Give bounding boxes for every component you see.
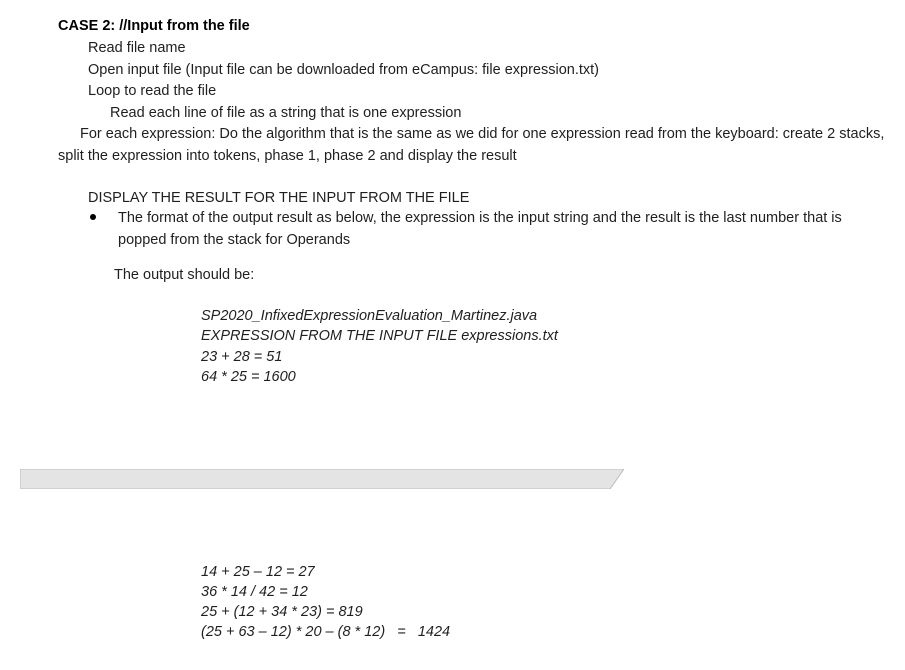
step-loop-read-file: Loop to read the file — [88, 83, 217, 99]
output-line-expression: 25 + (12 + 34 * 23) = 819 — [201, 604, 363, 620]
format-bullet-text: The format of the output result as below, the expression is the input string and the result is the last number that is popped from the stack for Operands — [118, 210, 842, 248]
output-line-expression: 64 * 25 = 1600 — [201, 369, 296, 385]
output-line-expression: 14 + 25 – 12 = 27 — [201, 564, 315, 580]
algorithm-paragraph: For each expression: Do the algorithm that is the same as we did for one expression read from the keyboard: create 2 stacks, split the expression into tokens, phase 1, phase 2 and display the result — [58, 126, 885, 164]
bullet-dot — [90, 214, 96, 220]
output-line-header: EXPRESSION FROM THE INPUT FILE expressions.txt — [201, 328, 558, 344]
output-line-expression: 36 * 14 / 42 = 12 — [201, 584, 308, 600]
step-open-input-file: Open input file (Input file can be downloaded from eCampus: file expression.txt) — [88, 62, 599, 78]
output-line-filename: SP2020_InfixedExpressionEvaluation_Martinez.java — [201, 308, 538, 324]
step-read-file-name: Read file name — [88, 40, 186, 56]
output-line-expression: 23 + 28 = 51 — [201, 349, 283, 365]
case-heading: CASE 2: //Input from the file — [58, 18, 250, 34]
sub-step-read-line: Read each line of file as a string that is one expression — [110, 105, 462, 121]
output-line-expression: (25 + 63 – 12) * 20 – (8 * 12) = 1424 — [201, 624, 451, 640]
page-break-band — [20, 469, 624, 489]
display-heading: DISPLAY THE RESULT FOR THE INPUT FROM THE FILE — [88, 190, 470, 206]
output-label: The output should be: — [114, 267, 255, 283]
